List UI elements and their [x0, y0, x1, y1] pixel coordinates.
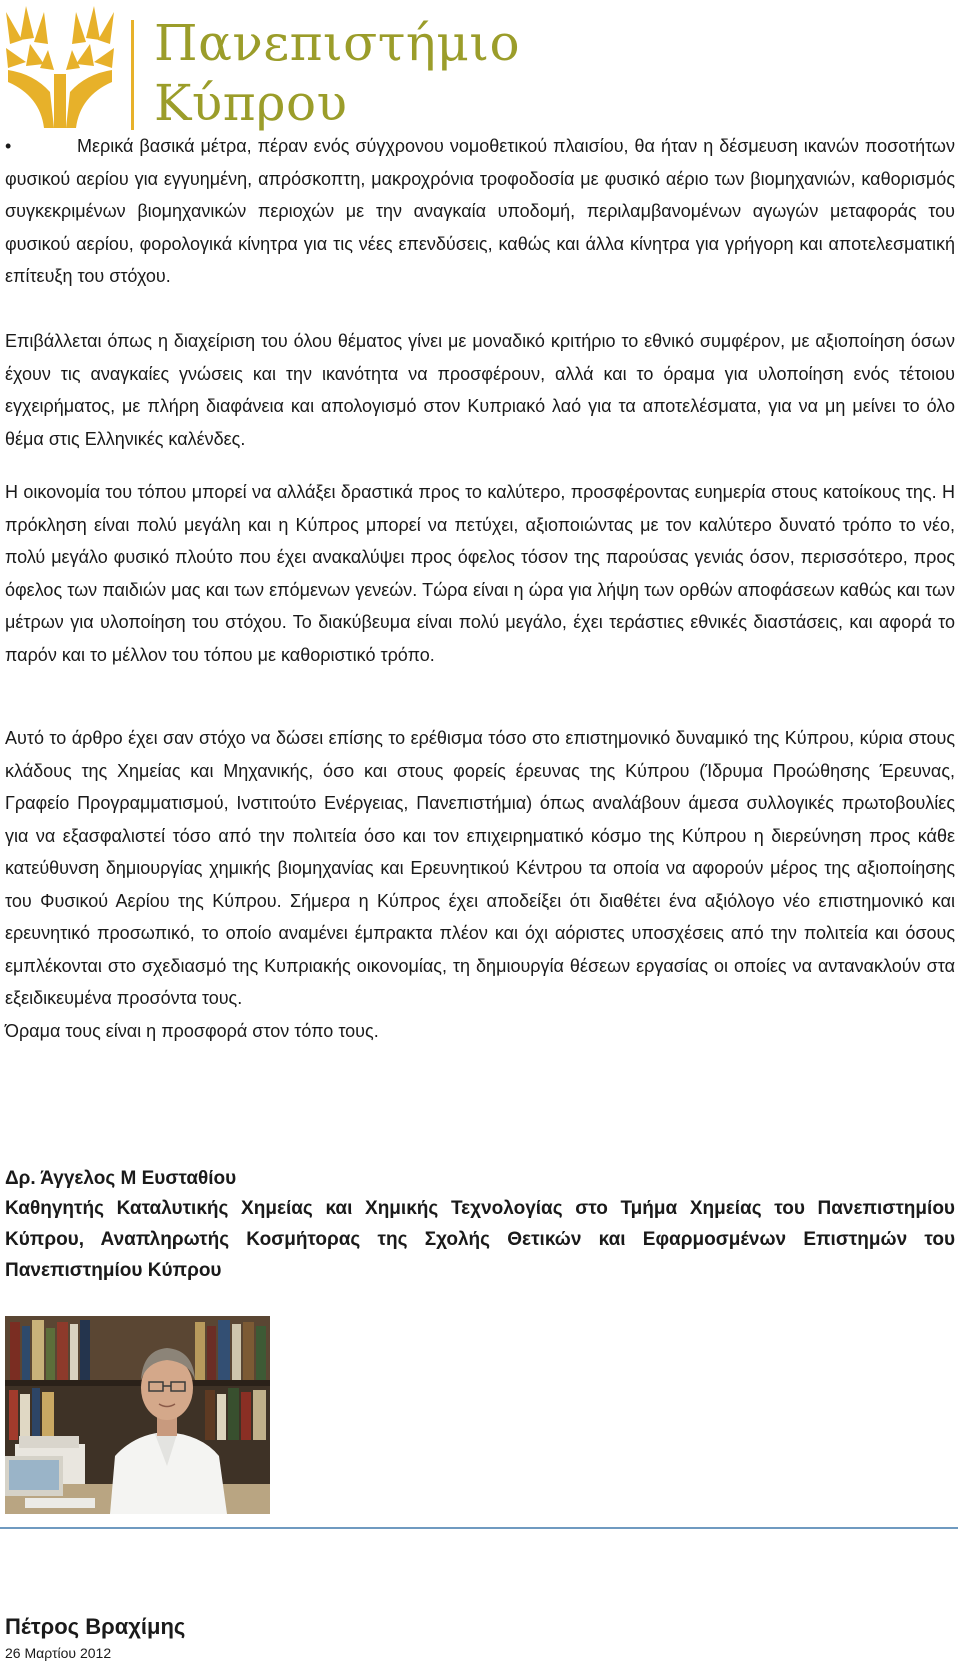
author-photo-image — [5, 1316, 270, 1514]
paragraph-3 — [5, 722, 955, 1047]
bullet-paragraph-text: Μερικά βασικά μέτρα, πέραν ενός σύγχρονου νομοθετικού πλαισίου, θα ήταν η δέσμευση ικανών ποσοτήτων φυσικού αερίου για εγγυημένη, απρόσκοπτη, μακροχρόνια τροφοδοσία με φυσικό αέριο των βιομηχανιών, καθορισμός συγκεκριμένων βιομηχανικών περιοχών με την αναγκαία υποδομή, περιλαμβανομένων αγωγών μεταφοράς του φυσικού αερίου, φορολογικά κίνητρα για τις νέες επενδύσεις, καθώς και άλλα κίνητρα για γρήγορη και αποτελεσματική επίτευξη του στόχου. — [5, 136, 955, 286]
paragraph-3-text: Αυτό το άρθρο έχει σαν στόχο να δώσει επίσης το ερέθισμα τόσο στο επιστημονικό δυναμικό της Κύπρου, κύρια στους κλάδους της Χημείας και Μηχανικής, όσο και στους φορείς έρευνας της Κύπρου (Ίδρυμα Προώθησης Έρευνας, Γραφείο Προγραμματισμού, Ινστιτούτο Ενέργειας, Πανεπιστήμια) όπως αναλάβουν άμεσα συλλογικές πρωτοβουλίες για να εξασφαλιστεί τόσο από την πολιτεία όσο και τον επιχειρηματικό κόσμο της Κύπρου η διερεύνηση προς κάθε κατεύθυνση δημιουργίας χημικής βιομηχανίας και Ερευνητικού Κέντρου τα οποία να αφορούν μέρος της αξιοποίησης του Φυσικού Αερίου της Κύπρου. Σήμερα η Κύπρος έχει αποδείξει ότι διαθέτει ένα αξιόλογο νέο επιστημονικό και ερευνητικό προσωπικό, το οποίο αναμένει έμπρακτα πλέον και όχι αόριστες υποσχέσεις από την πολιτεία και όσους εμπλέκονται στο σχεδιασμό της Κυπριακής οικονομίας, τη δημιουργία θέσεων εργασίας οι οποίες να αντανακλούν στα εξειδικευμένα προσόντα τους. — [5, 728, 955, 1008]
author-name: Δρ. Άγγελος Μ Ευσταθίου — [5, 1168, 237, 1189]
logo-line-1: Πανεπιστήμιο — [154, 14, 521, 72]
paragraph-2-text: Η οικονομία του τόπου μπορεί να αλλάξει δραστικά προς το καλύτερο, προσφέροντας ευημερία στους κατοίκους της. Η πρόκληση είναι πολύ μεγάλη και η Κύπρος μπορεί να πετύχει, αξιοποιώντας με τον καλύτερο δυνατό τρόπο το νέο, πολύ μεγάλο φυσικό πλούτο που έχει ανακαλύψει προς όφελος τόσον της παρούσας γενιάς όσον, περισσότερο, προς όφελος των παιδιών μας και των επόμενων γενεών. Τώρα είναι η ώρα για λήψη των ορθών αποφάσεων καθώς και των μέτρων για υλοποίηση του στόχου. Το διακύβευμα είναι πολύ μεγάλο, έχει τεράστιες εθνικές διαστάσεις, και αφορά το παρόν και το μέλλον του τόπου με καθοριστικό τρόπο. — [5, 482, 955, 665]
footer-date: 26 Μαρτίου 2012 — [5, 1645, 112, 1661]
tree-logo-icon — [4, 4, 116, 128]
footer-name: Πέτρος Βραχίμης — [5, 1614, 186, 1639]
paragraph-2 — [5, 476, 955, 671]
author-block — [5, 1165, 955, 1286]
bullet-paragraph — [5, 130, 955, 293]
paragraph-3-closing: Όραμα τους είναι η προσφορά στον τόπο τους. — [5, 1020, 379, 1041]
bullet-icon: • — [5, 136, 12, 156]
paragraph-1 — [5, 325, 955, 455]
section-divider — [0, 1527, 958, 1529]
university-logo — [4, 4, 521, 132]
logo-divider — [131, 20, 134, 130]
author-photo — [5, 1316, 270, 1514]
paragraph-1-text: Επιβάλλεται όπως η διαχείριση του όλου θέματος γίνει με μοναδικό κριτήριο το εθνικό συμφέρον, με αξιοποίηση όσων έχουν τις αναγκαίες γνώσεις και την ικανότητα να προσφέρουν, αλλά και το όραμα για υλοποίηση ενός τέτοιου εγχειρήματος, με πλήρη διαφάνεια και απολογισμό στον Κυπριακό λαό για τα αποτελέσματα, για να μη μείνει το όλο θέμα στις Ελληνικές καλένδες. — [5, 331, 955, 449]
logo-wordmark — [154, 14, 521, 132]
author-role: Καθηγητής Καταλυτικής Χημείας και Χημικής Τεχνολογίας στο Τμήμα Χημείας του Πανεπιστημίου Κύπρου, Αναπληρωτής Κοσμήτορας της Σχολής Θετικών και Εφαρμοσμένων Επιστημών του Πανεπιστημίου Κύπρου — [5, 1198, 955, 1281]
logo-line-2: Κύπρου — [154, 74, 348, 132]
